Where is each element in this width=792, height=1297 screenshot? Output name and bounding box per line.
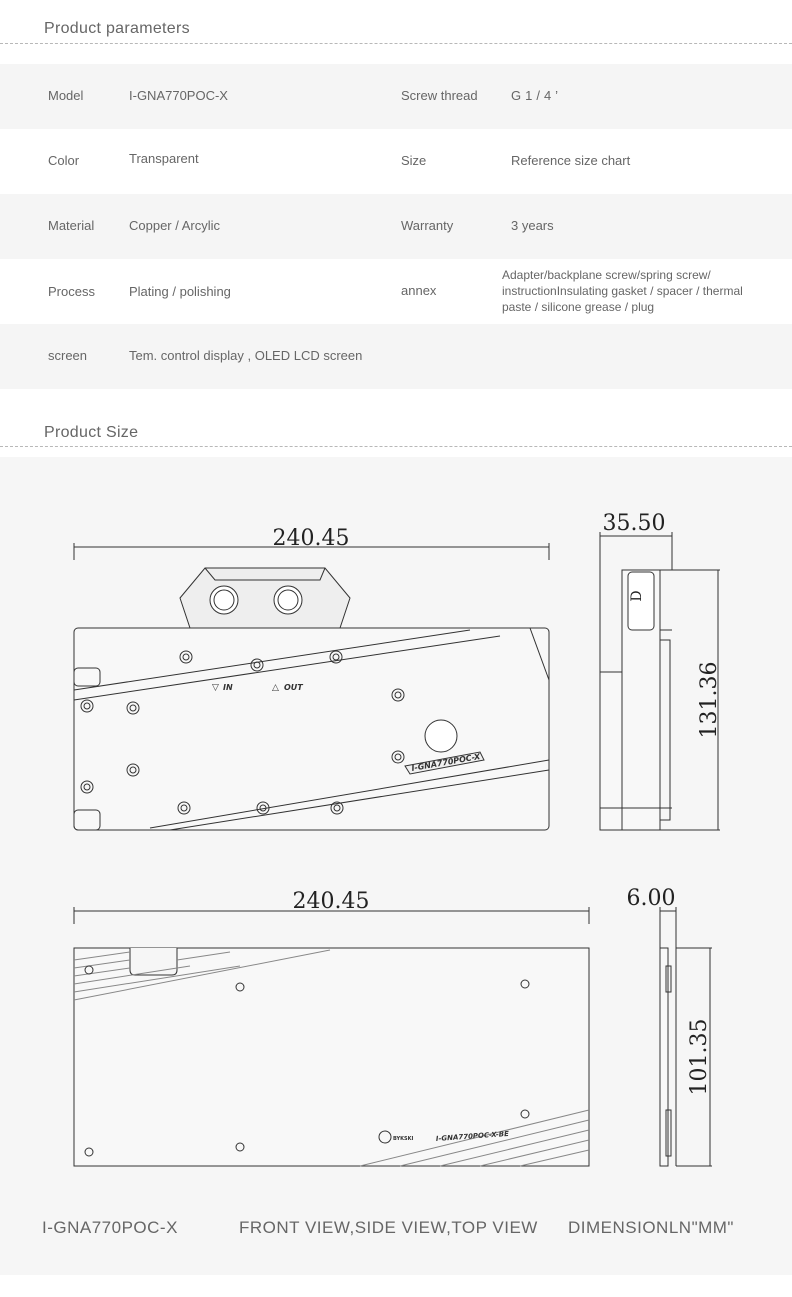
- param-key: annex: [401, 283, 437, 298]
- backplate-cutout: [130, 948, 177, 975]
- param-value: Copper / Arcylic: [129, 218, 221, 233]
- in-arrow-icon: ▽: [212, 683, 219, 693]
- back-brand-label: BYKSKI: [393, 1136, 414, 1142]
- front-plate: [74, 628, 549, 830]
- side-depth-label: 35.50: [602, 511, 666, 536]
- footer-model: I-GNA770POC-X: [42, 1218, 178, 1237]
- footer-dimension: DIMENSIONLN"MM": [568, 1218, 734, 1237]
- param-key: Model: [48, 88, 84, 103]
- footer-views: FRONT VIEW,SIDE VIEW,TOP VIEW: [239, 1218, 538, 1237]
- size-section-title: Product Size: [44, 424, 139, 441]
- screen-window: [425, 720, 457, 752]
- block-model-label: I-GNA770POC-X: [410, 752, 481, 773]
- back-side-body: [660, 948, 668, 1166]
- params-section-title: Product parameters: [44, 20, 190, 37]
- param-value: Reference size chart: [511, 153, 631, 168]
- param-value: Adapter/backplane screw/spring screw/ instructionInsulating gasket / spacer / thermal paste / silicone grease / plug: [502, 268, 743, 314]
- port-in-label: IN: [223, 683, 233, 692]
- side-height-label: 131.36: [697, 661, 722, 739]
- port-out-label: OUT: [284, 683, 303, 692]
- param-key: Material: [48, 218, 95, 233]
- back-width-label: 240.45: [292, 889, 370, 914]
- param-key: Process: [48, 284, 95, 299]
- param-key: screen: [48, 348, 88, 363]
- backplate: [74, 948, 589, 1166]
- param-key: Color: [48, 153, 80, 168]
- side-marker-label: D: [629, 590, 645, 602]
- param-key: Screw thread: [401, 88, 478, 103]
- param-value: Tem. control display , OLED LCD screen: [129, 348, 363, 363]
- terminal-block: [180, 568, 350, 628]
- back-height-label: 101.35: [687, 1018, 712, 1096]
- param-value: I-GNA770POC-X: [129, 88, 228, 103]
- back-model-label: I-GNA770POC-X-BE: [435, 1129, 510, 1143]
- param-value: Transparent: [129, 151, 199, 166]
- param-key: Warranty: [401, 218, 454, 233]
- param-value: G1/4’: [511, 88, 563, 103]
- back-depth-label: 6.00: [626, 886, 676, 911]
- side-backplate: [660, 640, 670, 820]
- side-plate: [600, 672, 622, 830]
- param-key: Size: [401, 153, 427, 168]
- param-value: 3 years: [511, 218, 554, 233]
- param-value: Plating / polishing: [129, 284, 231, 299]
- out-arrow-icon: △: [272, 683, 279, 693]
- front-width-label: 240.45: [272, 526, 350, 551]
